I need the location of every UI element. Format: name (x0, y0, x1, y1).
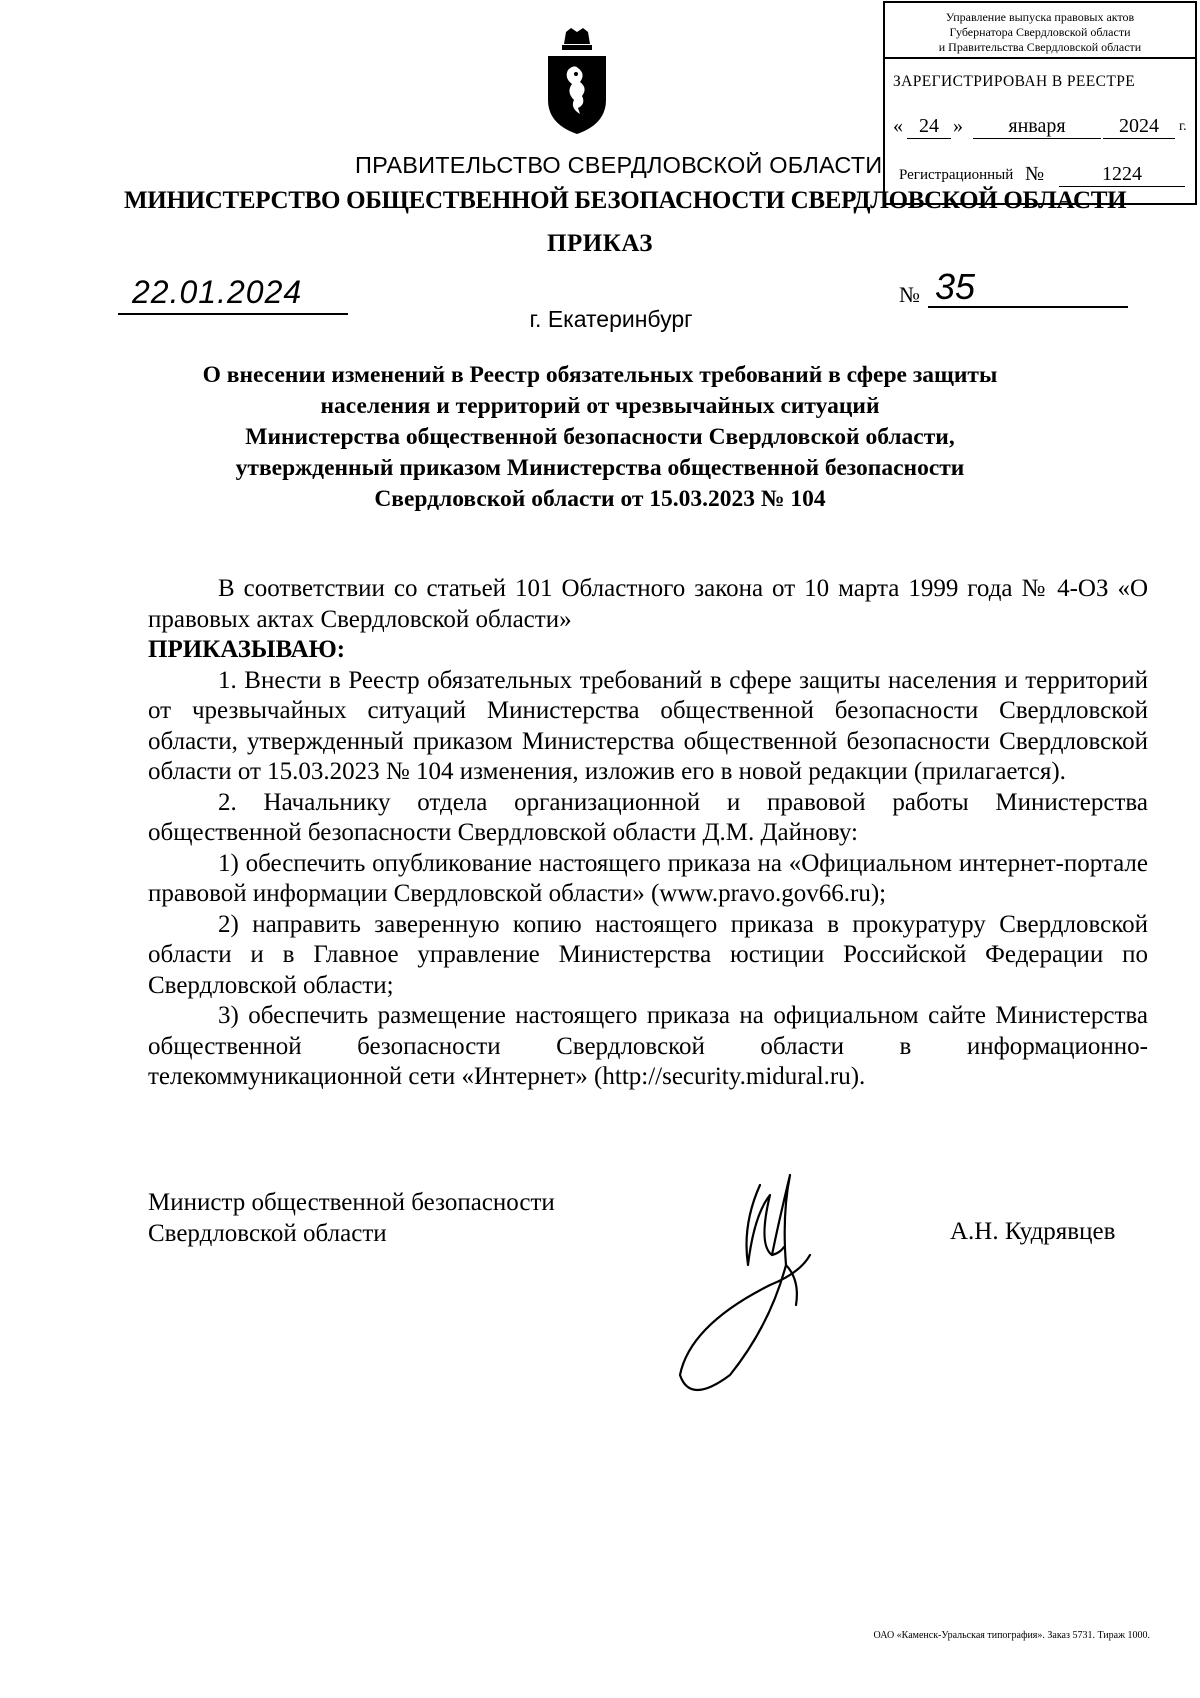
order-word: ПРИКАЗЫВАЮ: (148, 636, 346, 663)
stamp-close-quote: » (953, 115, 963, 137)
order-item-2-2: 2) направить заверенную копию настоящего приказа в прокуратуру Свердловской области и в Главное управление Министерства юстиции Российской Федерации по Свердловской области; (148, 910, 1148, 999)
stamp-number-sign: № (1025, 163, 1045, 185)
preamble: В соответствии со статьей 101 Областного закона от 10 марта 1999 года № 4-ОЗ «О правовых актах Свердловской области» (148, 575, 1148, 633)
city: г. Екатеринбург (529, 306, 693, 332)
title-line: утвержденный приказом Министерства общественной безопасности (235, 455, 965, 481)
stamp-year-suffix: г. (1179, 119, 1187, 134)
signature-image (650, 1155, 880, 1405)
order-item-2: 2. Начальнику отдела организационной и правовой работы Министерства общественной безопасности Свердловской области Д.М. Дайнову: (148, 788, 1148, 846)
signer-position (148, 1188, 555, 1249)
order-item-1: 1. Внести в Реестр обязательных требований в сфере защиты населения и территорий от чрезвычайных ситуаций Министерства общественной безопасности Свердловской области, утвержденный приказом Министерства общественной безопасности Свердловской области от 15.03.2023 № 104 изменения, изложив его в новой редакции (прилагается). (148, 666, 1148, 785)
title-line: населения и территорий от чрезвычайных ситуаций (320, 393, 880, 419)
stamp-reg-number-label: Регистрационный (899, 167, 1014, 183)
government-name: ПРАВИТЕЛЬСТВО СВЕРДЛОВСКОЙ ОБЛАСТИ (355, 152, 883, 178)
number-label: № (899, 282, 920, 307)
stamp-registered-label: ЗАРЕГИСТРИРОВАН В РЕЕСТРЕ (893, 73, 1136, 90)
stamp-header-line: Губернатора Свердловской области (949, 25, 1131, 39)
signer-position-line: Свердловской области (148, 1219, 387, 1247)
signer-name: А.Н. Кудрявцев (950, 1218, 1116, 1245)
order-item-2-1: 1) обеспечить опубликование настоящего приказа на «Официальном интернет-портале правовой информации Свердловской области» (www.pravo.gov66.ru); (148, 849, 1148, 907)
title-line: Министерства общественной безопасности Свердловской области, (245, 424, 955, 450)
document-body (148, 574, 1148, 1093)
stamp-open-quote: « (893, 115, 903, 137)
stamp-header (885, 3, 1195, 59)
stamp-header-line: Управление выпуска правовых актов (945, 10, 1135, 24)
title-line: О внесении изменений в Реестр обязательных требований в сфере защиты (202, 362, 998, 388)
handwritten-date: 22.01.2024 (132, 274, 303, 310)
stamp-day: 24 (907, 115, 951, 139)
stamp-year: 2024 (1103, 115, 1175, 139)
stamp-header-line: и Правительства Свердловской области (938, 40, 1142, 54)
signer-position-line: Министр общественной безопасности (148, 1189, 555, 1216)
ministry-name: МИНИСТЕРСТВО ОБЩЕСТВЕННОЙ БЕЗОПАСНОСТИ СВЕРДЛОВСКОЙ ОБЛАСТИ (124, 187, 1127, 214)
stamp-reg-number-value: 1224 (1059, 163, 1185, 187)
order-item-2-3: 3) обеспечить размещение настоящего приказа на официальном сайте Министерства общественной безопасности Свердловской области в информационно-телекоммуникационной сети «Интернет» (http://security.midural.ru). (148, 1002, 1148, 1090)
handwritten-number: 35 (935, 266, 976, 307)
print-footer: ОАО «Каменск-Уральская типография». Заказ 5731. Тираж 1000. (873, 1630, 1150, 1641)
stamp-month: января (973, 115, 1101, 139)
title-line: Свердловской области от 15.03.2023 № 104 (374, 486, 826, 512)
document-title (130, 360, 1070, 515)
document-type: ПРИКАЗ (547, 230, 653, 257)
coat-of-arms-emblem (544, 28, 610, 136)
